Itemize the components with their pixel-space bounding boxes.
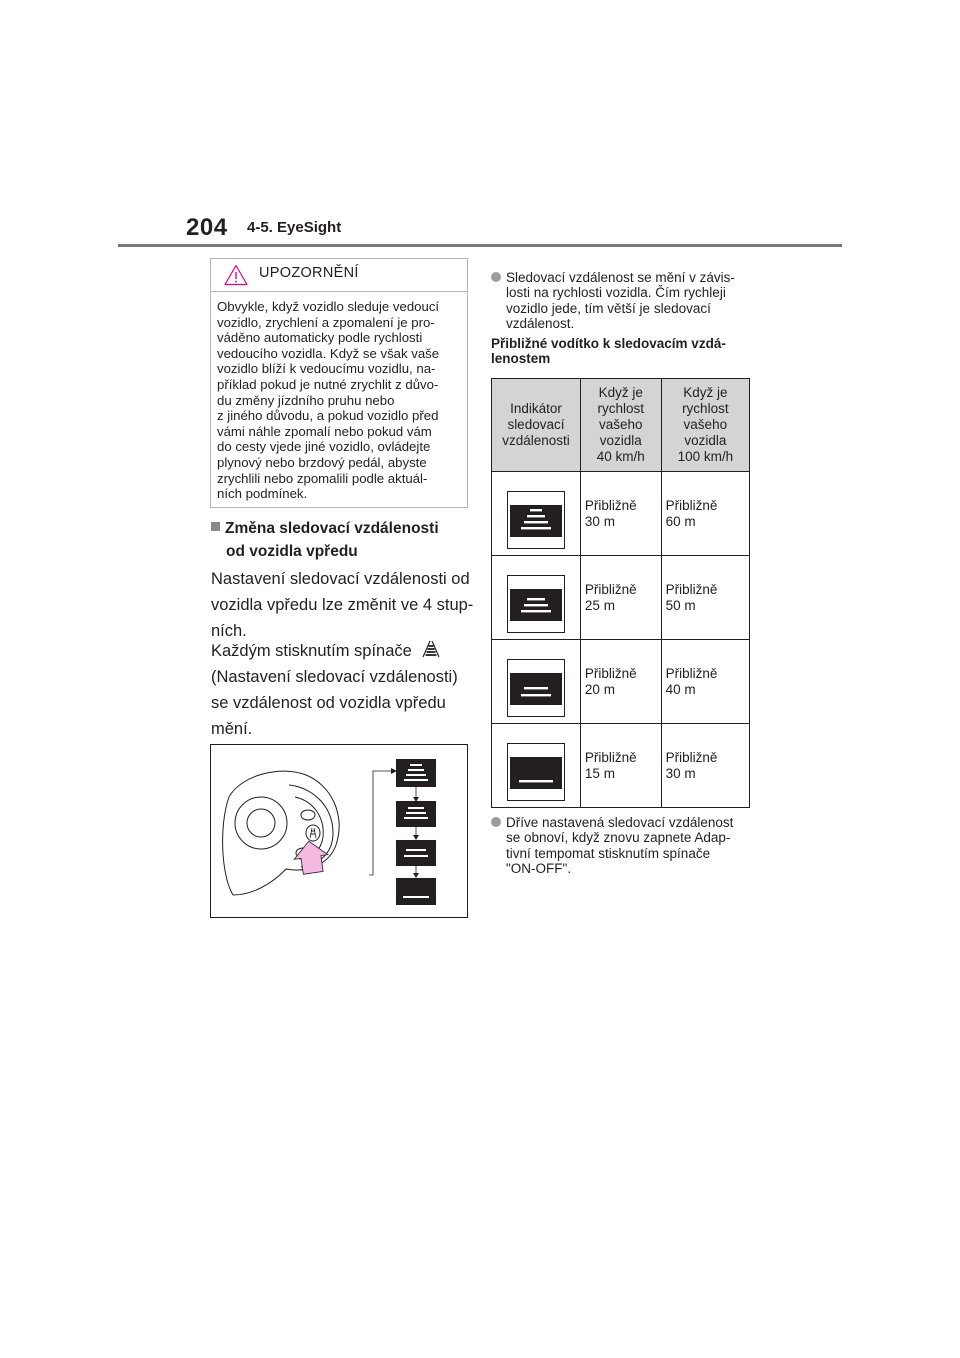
indicator-cell [492,472,581,556]
distance-40kmh-cell: Přibližně 20 m [580,640,661,724]
table-row [492,556,750,640]
bullet-dot-icon [491,272,501,282]
distance-indicator-1-bar-icon [507,743,565,801]
paragraph-1-line-3: ních. [211,622,247,640]
bullet-1 [491,270,735,332]
distance-100kmh-cell: Přibližně 30 m [661,724,749,808]
paragraph-2-line-2: (Nastavení sledovací vzdálenosti) [211,668,458,686]
table-row [492,472,750,556]
section-title: 4-5. EyeSight [247,219,342,236]
paragraph-2-line-1: Každým stisknutím spínače [211,642,412,660]
heading-line-2: od vozidla vpředu [226,543,358,560]
indicator-cell [492,556,581,640]
table-row [492,724,750,808]
subsection-heading [211,517,439,563]
heading-line-1: Změna sledovací vzdálenosti [225,520,439,537]
bullet-2-text: Dříve nastavená sledovací vzdálenost se obnoví, když znovu zapnete Adap- tivní tempomat stisknutím spínače "ON-OFF". [506,815,734,877]
table-header-indicator: Indikátor sledovací vzdálenosti [492,379,581,472]
distance-40kmh-cell: Přibližně 25 m [580,556,661,640]
paragraph-2-line-3: se vzdálenost od vozidla vpředu [211,694,446,712]
following-distance-table [491,378,750,808]
heading-square-bullet [211,522,220,531]
table-row [492,640,750,724]
header-divider [118,244,842,247]
distance-indicator-3-bars-icon [507,575,565,633]
distance-indicator-2-bars-icon [507,659,565,717]
warning-box [210,258,468,508]
indicator-cell [492,640,581,724]
page-number: 204 [186,214,228,241]
steering-switch-illustration [210,744,468,918]
distance-40kmh-cell: Přibližně 15 m [580,724,661,808]
distance-100kmh-cell: Přibližně 60 m [661,472,749,556]
warning-header [211,259,467,292]
figure-indicator-2-bars [396,840,436,866]
bullet-dot-icon [491,817,501,827]
paragraph-1-line-2: vozidla vpředu lze změnit ve 4 stup- [211,596,474,614]
figure-indicator-4-bars [396,759,436,787]
table-header-40kmh: Když je rychlost vašeho vozidla 40 km/h [580,379,661,472]
bullet-2 [491,815,734,877]
paragraph-2 [211,638,458,742]
warning-text: Obvykle, když vozidlo sleduje vedoucí vozidlo, zrychlení a zpomalení je pro- váděno automaticky podle rychlosti vedoucího vozidla. Když se však vaše vozidlo blíží k vedoucímu vozidlu, na- příklad pokud je nutné zrychlit z důvo- du změny jízdního pruhu nebo z jiného důvodu, a pokud vozidlo před vámi náhle zpomalí nebo pokud vám do cesty vjede jiné vozidlo, ovládejte plynový nebo brzdový pedál, abyste zrychlili nebo zpomalili podle aktuál- ních podmínek. [217,299,440,502]
distance-indicator-4-bars-icon [507,491,565,549]
bullet-1-text: Sledovací vzdálenost se mění v závis- losti na rychlosti vozidla. Čím rychleji vozidlo jede, tím větší je sledovací vzdálenost. [506,270,735,332]
figure-indicator-1-bar [396,878,436,905]
table-caption: Přibližné vodítko k sledovacím vzdá- lenostem [491,336,726,367]
table-header-100kmh: Když je rychlost vašeho vozidla 100 km/h [661,379,749,472]
figure-indicator-3-bars [396,801,436,827]
warning-triangle-icon [224,264,248,286]
warning-title: UPOZORNĚNÍ [259,265,359,281]
distance-40kmh-cell: Přibližně 30 m [580,472,661,556]
table-header-row [492,379,750,472]
distance-switch-icon [420,640,442,658]
indicator-cell [492,724,581,808]
distance-100kmh-cell: Přibližně 50 m [661,556,749,640]
steering-wheel-drawing [211,745,467,917]
distance-100kmh-cell: Přibližně 40 m [661,640,749,724]
paragraph-2-line-4: mění. [211,720,253,738]
paragraph-1 [211,566,473,644]
paragraph-1-line-1: Nastavení sledovací vzdálenosti od [211,570,470,588]
